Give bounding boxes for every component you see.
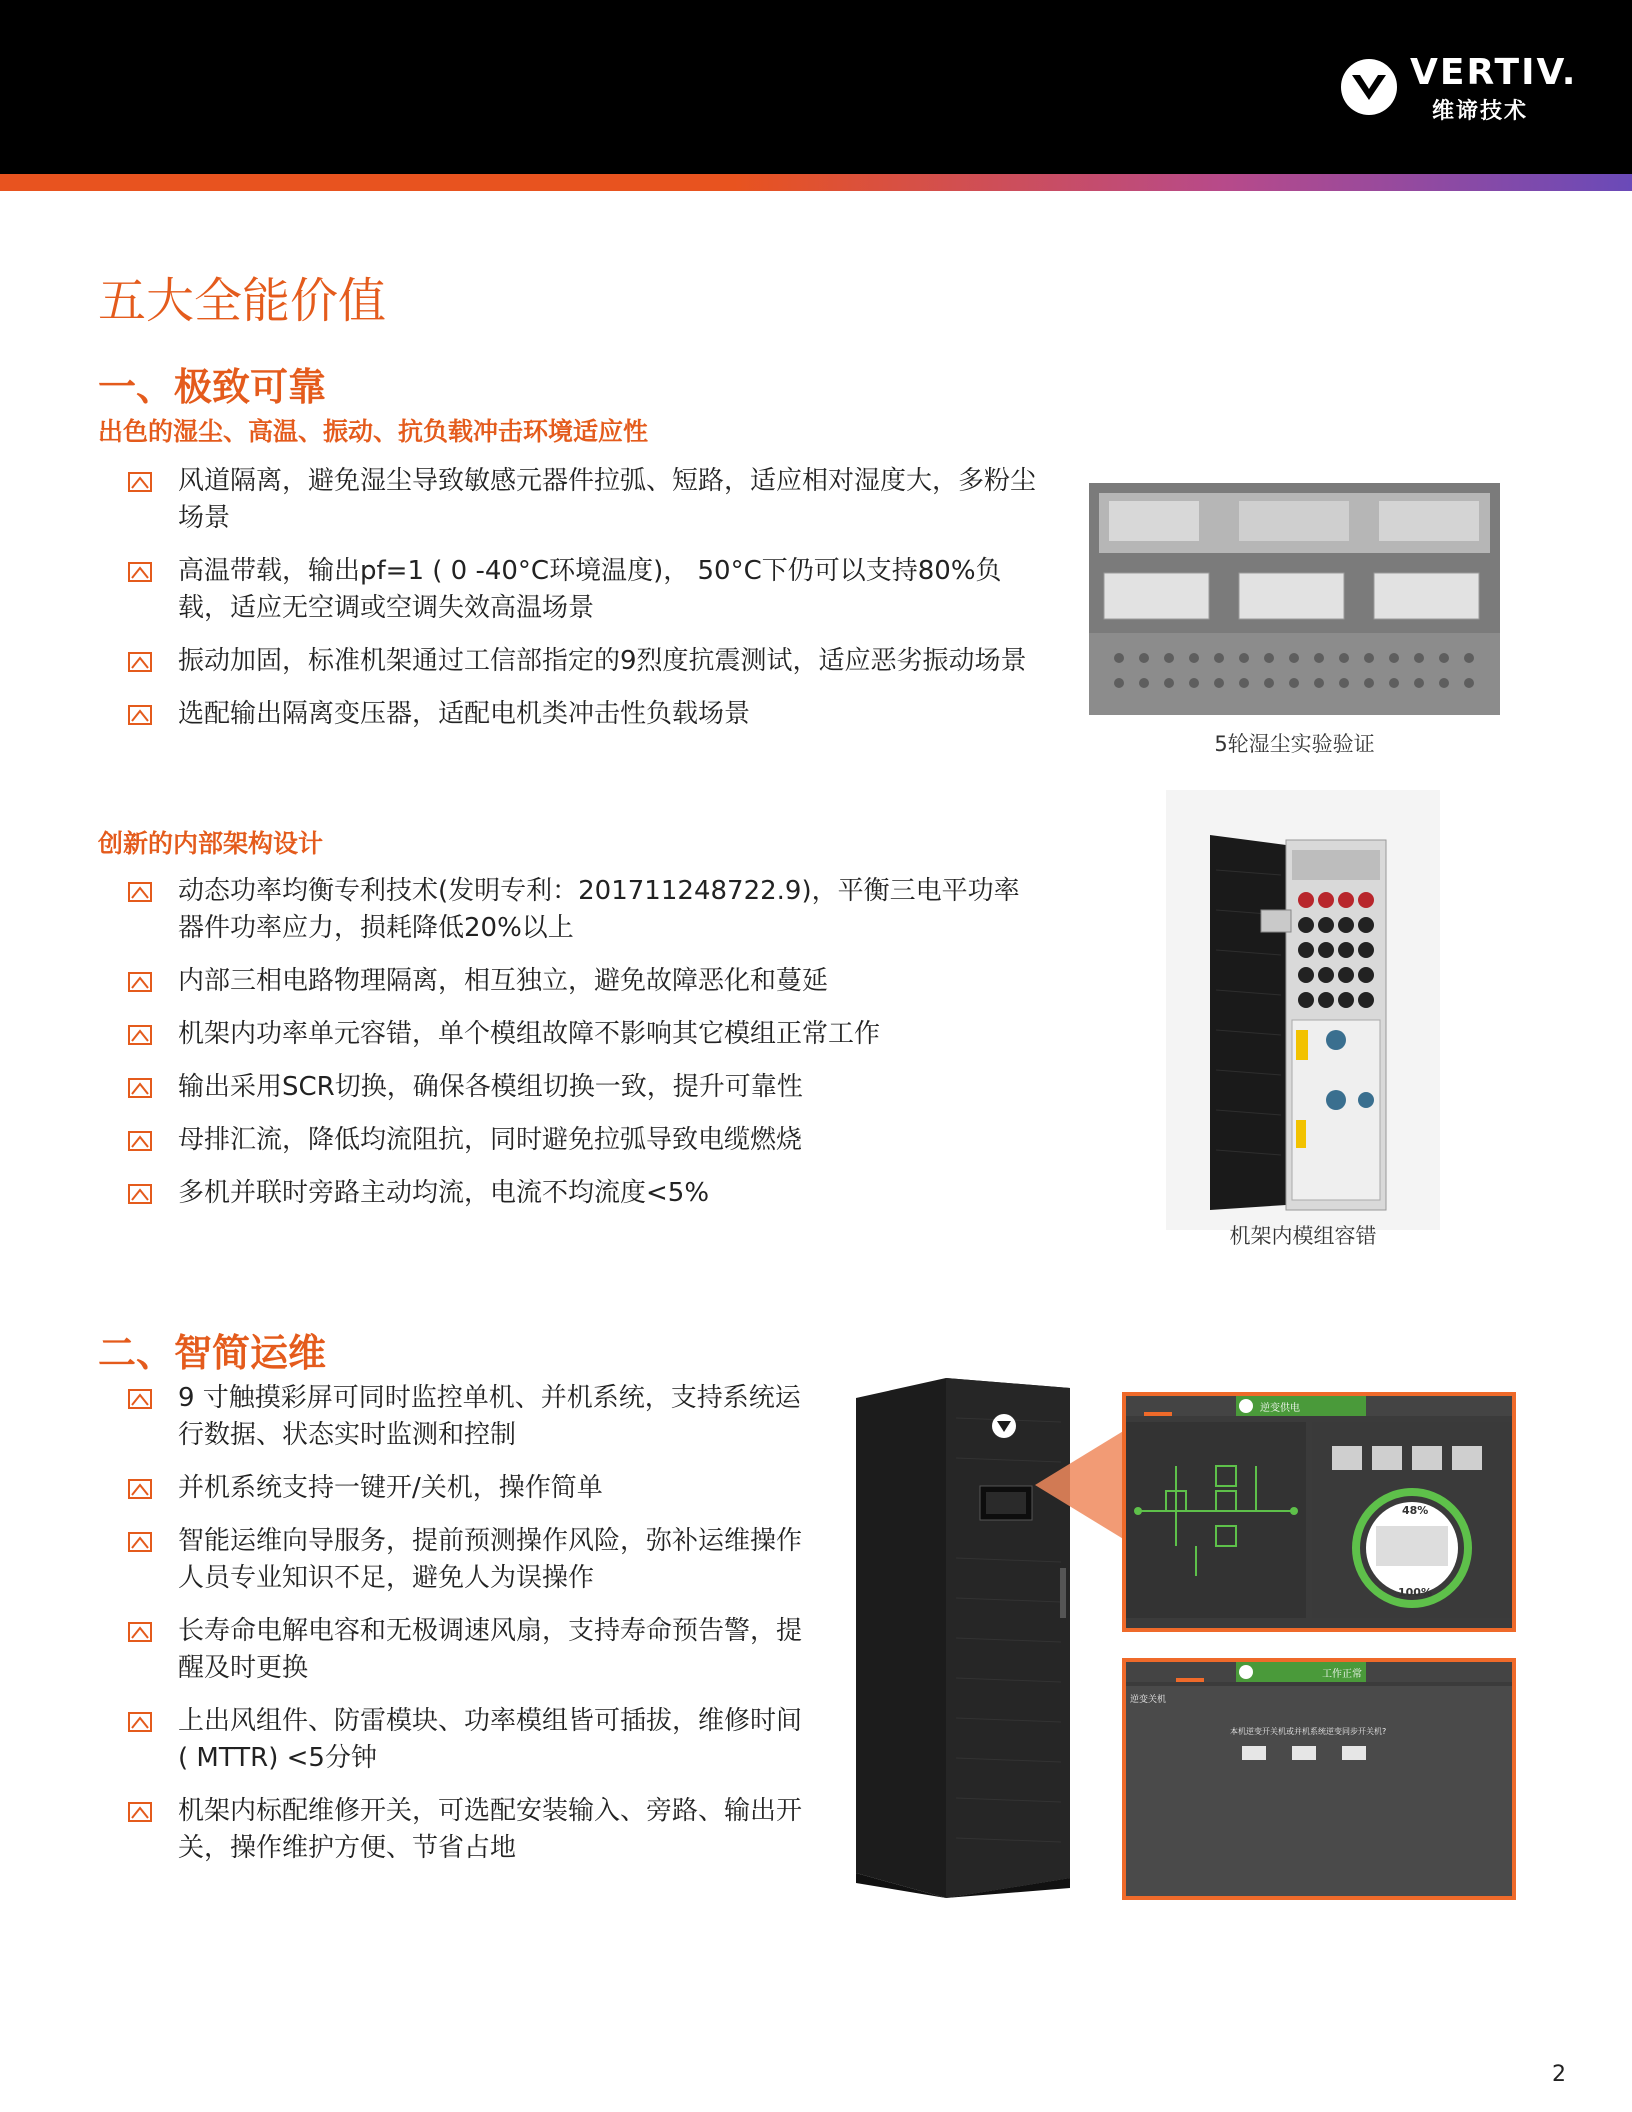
checkbox-bullet-icon — [128, 972, 152, 992]
list-item — [98, 1703, 803, 1777]
list-item-text: 智能运维向导服务，提前预测操作风险，弥补运维操作人员专业知识不足，避免人为误操作 — [178, 1526, 803, 1593]
page-title: 五大全能价值 — [98, 273, 387, 329]
checkbox-bullet-icon — [128, 652, 152, 672]
checkbox-bullet-icon — [128, 1532, 152, 1552]
list-item — [98, 963, 1043, 1000]
list-item-text: 动态功率均衡专利技术(发明专利：201711248722.9)，平衡三电平功率器件功率应力，损耗降低20%以上 — [178, 876, 1020, 943]
bullet-list-architecture — [98, 873, 1043, 1212]
checkbox-bullet-icon — [128, 562, 152, 582]
checkbox-bullet-icon — [128, 1802, 152, 1822]
gauge-bottom-value: 100% — [1398, 1586, 1432, 1599]
list-item-text: 振动加固，标准机架通过工信部指定的9烈度抗震测试，适应恶劣振动场景 — [178, 646, 1027, 676]
list-item — [98, 1470, 803, 1507]
checkbox-bullet-icon — [128, 1479, 152, 1499]
subheading-environment: 出色的湿尘、高温、振动、抗负载冲击环境适应性 — [98, 417, 649, 446]
bullet-list-maintenance — [98, 1380, 803, 1867]
photo-caption-module-fault-tolerance: 机架内模组容错 — [1229, 1224, 1377, 1248]
list-item-text: 内部三相电路物理隔离，相互独立，避免故障恶化和蔓延 — [178, 966, 829, 996]
list-item-text: 选配输出隔离变压器，适配电机类冲击性负载场景 — [178, 699, 751, 729]
bullet-list-environment — [98, 463, 1043, 733]
touchscreen-dialog-view — [1122, 1658, 1516, 1900]
checkbox-bullet-icon — [128, 1025, 152, 1045]
checkbox-bullet-icon — [128, 1389, 152, 1409]
list-item-text: 高温带载，输出pf=1 ( 0 -40°C环境温度)， 50°C下仍可以支持80%负载，适应无空调或空调失效高温场景 — [178, 556, 1002, 623]
list-item-text: 机架内标配维修开关，可选配安装输入、旁路、输出开关，操作维护方便、节省占地 — [178, 1796, 803, 1863]
brand-name-cn: 维谛技术 — [1432, 99, 1529, 124]
list-item — [98, 1069, 1043, 1106]
screen2-status: 工作正常 — [1322, 1669, 1362, 1680]
header-gradient-bar — [0, 174, 1632, 191]
list-item — [98, 1793, 803, 1867]
list-item-text: 机架内功率单元容错，单个模组故障不影响其它模组正常工作 — [178, 1019, 881, 1049]
list-item — [98, 1122, 1043, 1159]
list-item-text: 9 寸触摸彩屏可同时监控单机、并机系统，支持系统运行数据、状态实时监测和控制 — [178, 1383, 801, 1450]
list-item — [98, 1016, 1043, 1053]
screen2-label: 逆变关机 — [1130, 1695, 1167, 1705]
list-item — [98, 873, 1043, 947]
vertiv-logo-icon — [1340, 58, 1398, 116]
vertiv-logo — [1340, 52, 1578, 132]
checkbox-bullet-icon — [128, 1622, 152, 1642]
open-cabinet-photo — [1166, 790, 1440, 1230]
list-item — [98, 696, 1043, 733]
list-item — [98, 1523, 803, 1597]
brand-name: VERTIV. — [1410, 52, 1578, 93]
callout-wedge — [1030, 1430, 1130, 1540]
list-item — [98, 1613, 803, 1687]
subheading-architecture: 创新的内部架构设计 — [98, 829, 324, 858]
touchscreen-dialog-illustration — [1126, 1662, 1512, 1896]
list-item-text: 母排汇流，降低均流阻抗，同时避免拉弧导致电缆燃烧 — [178, 1125, 803, 1155]
touchscreen-main-view — [1122, 1392, 1516, 1632]
list-item — [98, 643, 1043, 680]
screen2-dialog-text: 本机逆变开关机或并机系统逆变同步开关机? — [1230, 1727, 1387, 1736]
checkbox-bullet-icon — [128, 1131, 152, 1151]
checkbox-bullet-icon — [128, 472, 152, 492]
dust-test-illustration — [1089, 483, 1500, 715]
list-item — [98, 1380, 803, 1454]
list-item-text: 上出风组件、防雷模块、功率模组皆可插拔，维修时间( MTTR) <5分钟 — [178, 1706, 803, 1773]
dust-test-photo — [1089, 483, 1500, 715]
touchscreen-main-illustration — [1126, 1396, 1512, 1628]
checkbox-bullet-icon — [128, 1712, 152, 1732]
checkbox-bullet-icon — [128, 1184, 152, 1204]
page-number: 2 — [1552, 2062, 1566, 2087]
list-item-text: 并机系统支持一键开/关机，操作简单 — [178, 1473, 603, 1503]
list-item — [98, 463, 1043, 537]
checkbox-bullet-icon — [128, 1078, 152, 1098]
checkbox-bullet-icon — [128, 705, 152, 725]
list-item-text: 长寿命电解电容和无极调速风扇，支持寿命预告警，提醒及时更换 — [178, 1616, 803, 1683]
list-item-text: 多机并联时旁路主动均流，电流不均流度<5% — [178, 1178, 710, 1208]
open-cabinet-illustration — [1166, 790, 1440, 1230]
list-item — [98, 1175, 1043, 1212]
section-heading-maintenance: 二、智简运维 — [98, 1331, 327, 1375]
list-item — [98, 553, 1043, 627]
gauge-top-value: 48% — [1402, 1504, 1429, 1517]
checkbox-bullet-icon — [128, 882, 152, 902]
list-item-text: 风道隔离，避免湿尘导致敏感元器件拉弧、短路，适应相对湿度大，多粉尘场景 — [178, 466, 1037, 533]
photo-caption-dust-test: 5轮湿尘实验验证 — [1214, 732, 1375, 756]
screen1-status: 逆变供电 — [1260, 1403, 1300, 1414]
section-heading-reliability: 一、极致可靠 — [98, 365, 327, 409]
page-header — [0, 0, 1632, 174]
list-item-text: 输出采用SCR切换，确保各模组切换一致，提升可靠性 — [178, 1072, 803, 1102]
